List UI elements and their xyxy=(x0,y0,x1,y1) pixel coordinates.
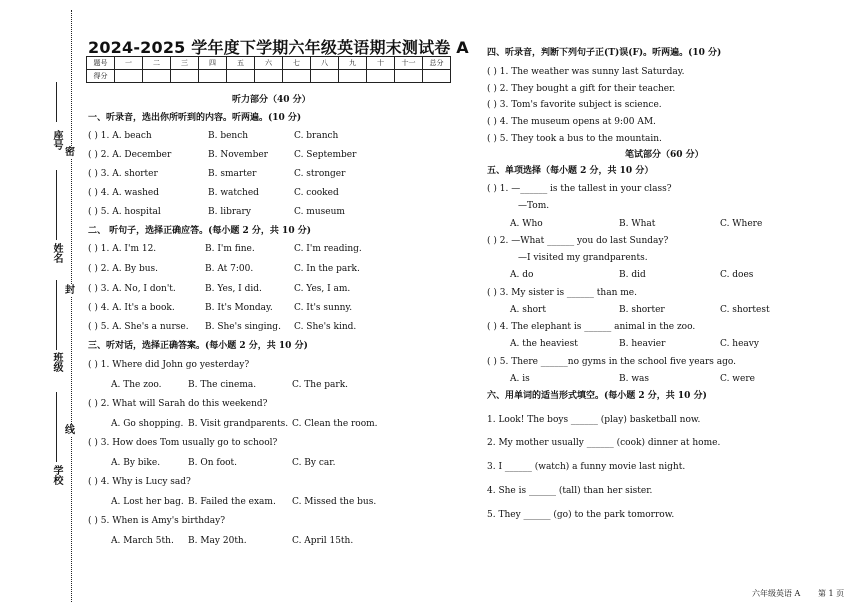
score-header-cell: 七 xyxy=(283,57,311,70)
option-c: C. She's kind. xyxy=(294,322,357,332)
score-header-cell: 十一 xyxy=(395,57,423,70)
score-table xyxy=(86,56,451,83)
score-cell[interactable] xyxy=(255,70,283,83)
score-header-cell: 九 xyxy=(339,57,367,70)
list-item: ( ) 1. The weather was sunny last Saturday. xyxy=(487,67,685,77)
section-1-title: 一、听录音，选出你所听到的内容。听两遍。(10 分) xyxy=(88,113,302,123)
option-b: B. What xyxy=(619,219,656,229)
score-cell[interactable] xyxy=(423,70,451,83)
list-item: ( ) 5. They took a bus to the mountain. xyxy=(487,134,662,144)
option-b: B. did xyxy=(619,270,646,280)
question-number: ( ) 4. A. It's a book. xyxy=(88,303,175,313)
list-item: 5. They ______ (go) to the park tomorrow. xyxy=(487,510,675,520)
option-c: C. Clean the room. xyxy=(292,419,378,429)
question-stem: ( ) 4. Why is Lucy sad? xyxy=(88,477,191,487)
list-item: 2. My mother usually ______ (cook) dinner at home. xyxy=(487,438,721,448)
question-number: ( ) 1. A. beach xyxy=(88,131,152,141)
option-c: C. does xyxy=(720,270,754,280)
section-2-title: 二、 听句子，选择正确应答。(每小题 2 分，共 10 分) xyxy=(88,226,311,236)
binding-label-school xyxy=(50,465,62,489)
question-stem: ( ) 5. When is Amy's birthday? xyxy=(88,516,226,526)
score-header-cell: 二 xyxy=(143,57,171,70)
option-b: B. bench xyxy=(208,131,249,141)
option-b: B. Failed the exam. xyxy=(188,497,276,507)
footer-subject: 六年级英语 A xyxy=(752,589,801,598)
option-b: B. On foot. xyxy=(188,458,238,468)
option-c: C. Missed the bus. xyxy=(292,497,377,507)
score-header-cell: 一 xyxy=(115,57,143,70)
option-a: A. is xyxy=(510,374,530,384)
question-stem: ( ) 1. Where did John go yesterday? xyxy=(88,360,250,370)
list-item: 4. She is ______ (tall) than her sister. xyxy=(487,486,653,496)
option-c: C. It's sunny. xyxy=(294,303,353,313)
score-cell[interactable] xyxy=(395,70,423,83)
option-c: C. The park. xyxy=(292,380,349,390)
score-header-cell: 五 xyxy=(227,57,255,70)
section-3-title: 三、听对话，选择正确答案。(每小题 2 分，共 10 分) xyxy=(88,341,308,351)
binding-dotted-line xyxy=(71,10,72,602)
option-b: B. watched xyxy=(208,188,259,198)
question-number: ( ) 5. A. hospital xyxy=(88,207,161,217)
score-table-score-row xyxy=(87,70,451,83)
list-item: ( ) 3. Tom's favorite subject is science. xyxy=(487,100,662,110)
option-b: B. I'm fine. xyxy=(205,244,255,254)
binding-rule xyxy=(56,280,57,350)
score-header-cell: 四 xyxy=(199,57,227,70)
option-c: C. were xyxy=(720,374,755,384)
binding-mark-seal: 封 xyxy=(65,285,75,296)
section-4-title: 四、听录音，判断下列句子正(T)误(F)。听两遍。(10 分) xyxy=(487,48,722,58)
option-a: A. Who xyxy=(510,219,543,229)
option-a: A. short xyxy=(510,305,546,315)
option-c: C. cooked xyxy=(294,188,339,198)
question-stem: ( ) 3. My sister is ______ than me. xyxy=(487,288,637,298)
score-cell[interactable] xyxy=(339,70,367,83)
option-b: B. Yes, I did. xyxy=(205,284,262,294)
score-cell[interactable] xyxy=(171,70,199,83)
option-c: C. stronger xyxy=(294,169,346,179)
question-stem: ( ) 2. —What ______ you do last Sunday? xyxy=(487,236,669,246)
binding-mark-line: 线 xyxy=(65,425,75,436)
option-a: A. March 5th. xyxy=(111,536,174,546)
binding-label-text: 班级 xyxy=(51,352,62,372)
question-stem: ( ) 5. There ______no gyms in the school five years ago. xyxy=(487,357,736,367)
score-header-cell: 题号 xyxy=(87,57,115,70)
option-c: C. Yes, I am. xyxy=(294,284,351,294)
score-cell[interactable] xyxy=(143,70,171,83)
option-b: B. was xyxy=(619,374,650,384)
option-b: B. heavier xyxy=(619,339,666,349)
option-b: B. At 7:00. xyxy=(205,264,254,274)
option-b: B. smarter xyxy=(208,169,257,179)
binding-label-class xyxy=(50,352,62,376)
section-6-title: 六、用单词的适当形式填空。(每小题 2 分，共 10 分) xyxy=(487,391,707,401)
score-header-cell: 十 xyxy=(367,57,395,70)
score-cell[interactable] xyxy=(283,70,311,83)
binding-label-name xyxy=(50,243,62,267)
option-b: B. It's Monday. xyxy=(205,303,273,313)
score-cell[interactable] xyxy=(115,70,143,83)
section-5-title: 五、单项选择（每小题 2 分，共 10 分） xyxy=(487,166,654,176)
question-dialogue: —I visited my grandparents. xyxy=(518,253,648,263)
option-c: C. shortest xyxy=(720,305,770,315)
question-number: ( ) 2. A. December xyxy=(88,150,172,160)
score-header-cell: 八 xyxy=(311,57,339,70)
question-dialogue: —Tom. xyxy=(518,201,550,211)
list-item: ( ) 2. They bought a gift for their teacher. xyxy=(487,84,676,94)
option-a: A. Go shopping. xyxy=(111,419,184,429)
question-number: ( ) 1. A. I'm 12. xyxy=(88,244,157,254)
option-b: B. The cinema. xyxy=(188,380,257,390)
option-a: A. The zoo. xyxy=(111,380,162,390)
list-item: 3. I ______ (watch) a funny movie last night. xyxy=(487,462,686,472)
binding-label-text: 姓名 xyxy=(51,243,62,263)
question-number: ( ) 5. A. She's a nurse. xyxy=(88,322,189,332)
binding-label-text: 学校 xyxy=(51,465,62,485)
binding-rule xyxy=(56,392,57,462)
score-cell[interactable] xyxy=(199,70,227,83)
option-c: C. museum xyxy=(294,207,345,217)
question-stem: ( ) 2. What will Sarah do this weekend? xyxy=(88,399,268,409)
score-cell[interactable] xyxy=(227,70,255,83)
question-number: ( ) 3. A. shorter xyxy=(88,169,158,179)
binding-label-text: 座号 xyxy=(51,130,62,150)
score-header-cell: 三 xyxy=(171,57,199,70)
option-a: A. By bike. xyxy=(111,458,161,468)
option-a: A. Lost her bag. xyxy=(111,497,184,507)
option-c: C. April 15th. xyxy=(292,536,354,546)
option-a: A. the heaviest xyxy=(510,339,578,349)
score-row-label: 得分 xyxy=(87,70,115,83)
question-number: ( ) 3. A. No, I don't. xyxy=(88,284,176,294)
option-b: B. May 20th. xyxy=(188,536,247,546)
option-b: B. library xyxy=(208,207,251,217)
option-c: C. By car. xyxy=(292,458,336,468)
page-title: 2024-2025 学年度下学期六年级英语期末测试卷 A xyxy=(88,38,469,57)
option-b: B. November xyxy=(208,150,268,160)
list-item: 1. Look! The boys ______ (play) basketball now. xyxy=(487,415,701,425)
listening-header: 听力部分（40 分） xyxy=(232,95,311,105)
option-c: C. In the park. xyxy=(294,264,360,274)
binding-rule xyxy=(56,82,57,122)
option-c: C. Where xyxy=(720,219,763,229)
writing-header: 笔试部分（60 分） xyxy=(625,150,704,160)
option-c: C. I'm reading. xyxy=(294,244,362,254)
score-cell[interactable] xyxy=(311,70,339,83)
score-cell[interactable] xyxy=(367,70,395,83)
option-c: C. September xyxy=(294,150,357,160)
option-c: C. heavy xyxy=(720,339,759,349)
option-b: B. She's singing. xyxy=(205,322,281,332)
score-header-cell: 六 xyxy=(255,57,283,70)
option-b: B. Visit grandparents. xyxy=(188,419,289,429)
footer-page-number: 第 1 页 xyxy=(818,589,845,598)
score-table-header-row xyxy=(87,57,451,70)
question-stem: ( ) 1. —______ is the tallest in your class? xyxy=(487,184,672,194)
question-number: ( ) 4. A. washed xyxy=(88,188,159,198)
binding-rule xyxy=(56,170,57,240)
score-header-cell: 总分 xyxy=(423,57,451,70)
question-stem: ( ) 4. The elephant is ______ animal in the zoo. xyxy=(487,322,696,332)
question-number: ( ) 2. A. By bus. xyxy=(88,264,159,274)
question-stem: ( ) 3. How does Tom usually go to school? xyxy=(88,438,278,448)
list-item: ( ) 4. The museum opens at 9:00 AM. xyxy=(487,117,656,127)
binding-mark-seal: 密 xyxy=(65,147,75,158)
option-a: A. do xyxy=(510,270,534,280)
option-b: B. shorter xyxy=(619,305,665,315)
option-c: C. branch xyxy=(294,131,339,141)
binding-label-seat xyxy=(50,130,62,154)
